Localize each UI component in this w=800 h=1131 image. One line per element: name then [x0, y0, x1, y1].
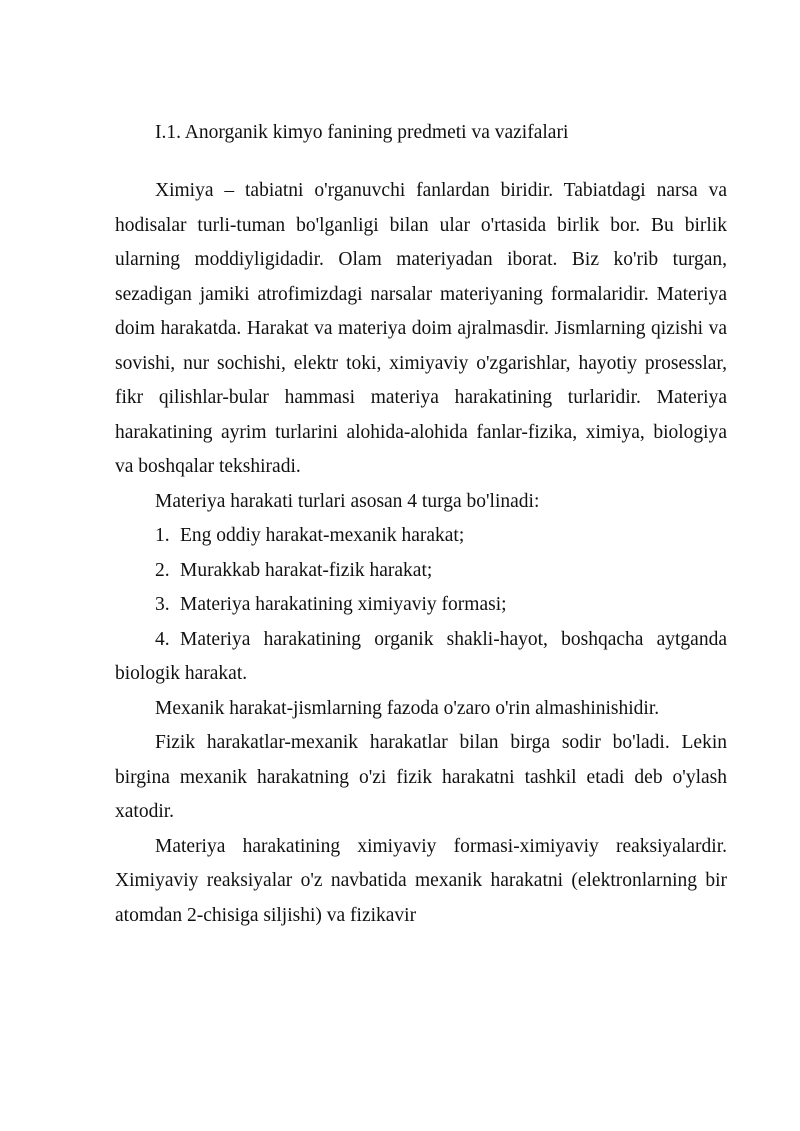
paragraph-physical: Fizik harakatlar-mexanik harakatlar bilan birga sodir bo'ladi. Lekin birgina mexanik harakatning o'zi fizik harakatni tashkil etadi deb o'ylash xatodir.	[115, 732, 727, 822]
paragraph-chemical: Materiya harakatining ximiyaviy formasi-ximiyaviy reaksiyalardir. Ximiyaviy reaksiyalar o'z navbatida mexanik harakatni (elektronlarning bir atomdan 2-chisiga siljishi) va fizikavir	[115, 835, 727, 926]
paragraph-types-intro: Materiya harakati turlari asosan 4 turga bo'linadi:	[155, 490, 540, 512]
list-item	[115, 554, 727, 589]
paragraph-mechanical: Mexanik harakat-jismlarning fazoda o'zaro o'rin almashinishidir.	[155, 697, 660, 719]
paragraph-intro: Ximiya – tabiatni o'rganuvchi fanlardan biridir. Tabiatdagi narsa va hodisalar turli-tuman bo'lganligi bilan ular o'rtasida birlik bor. Bu birlik ularning moddiyligidadir. Olam materiyadan iborat. Biz ko'rib turgan, sezadigan jamiki atrofimizdagi narsalar materiyaning formalaridir. Materiya doim harakatda. Harakat va materiya doim ajralmasdir. Jismlarning qizishi va sovishi, nur sochishi, elektr toki, ximiyaviy o'zgarishlar, hayotiy prosesslar, fikr qilishlar-bular hammasi materiya harakatining turlaridir. Materiya harakatining ayrim turlarini alohida-alohida fanlar-fizika, ximiya, biologiya va boshqalar tekshiradi.	[115, 180, 727, 477]
list-item-text: Eng oddiy harakat-mexanik harakat;	[180, 525, 465, 546]
list-item	[115, 623, 727, 692]
list-item-number: 2.	[155, 559, 170, 581]
document-body	[115, 174, 727, 933]
list-item-number: 1.	[155, 525, 170, 546]
section-heading: I.1. Anorganik kimyo fanining predmeti va vazifalari	[155, 122, 569, 143]
list-item-number: 3.	[155, 594, 170, 615]
list-item	[115, 519, 727, 554]
list-item	[115, 588, 727, 623]
list-item-text: Murakkab harakat-fizik harakat;	[180, 559, 433, 581]
list-item-text: Materiya harakatining ximiyaviy formasi;	[180, 594, 507, 615]
list-item-number: 4.	[155, 628, 170, 650]
list-item-text: Materiya harakatining organik shakli-hayot, boshqacha aytganda biologik harakat.	[115, 628, 727, 684]
